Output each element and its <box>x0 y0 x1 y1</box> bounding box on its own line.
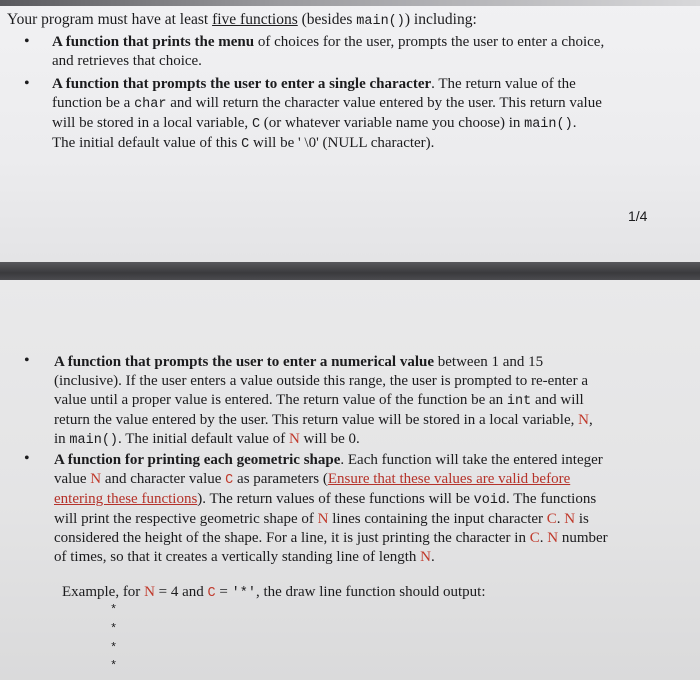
validity-note: Ensure that these values are valid before <box>327 471 571 487</box>
item-numeric-function: A function that prompts the user to enter a numerical value between 1 and 15 (inclusive). If the user enters a value outside this range, the user is prompted to re-enter a value until a proper value is entered. The return value of the function be an int and will return the value entered by the user. This return value will be stored in a local variable, N, in main(). The initial default value of N will be 0. <box>54 354 593 448</box>
output-star-1: * <box>110 603 118 617</box>
page-2 <box>0 280 700 680</box>
page-separator <box>0 262 700 280</box>
bullet-3: • <box>24 352 30 369</box>
code-main: main() <box>356 14 405 29</box>
example-line: Example, for N = 4 and C = '*', the draw line function should output: <box>62 584 486 601</box>
item-shape-function: A function for printing each geometric shape. Each function will take the entered integer value N and character value C as parameters (Ensure that these values are valid before entering these functions). The return values of these functions will be void. The functions will print the respective geometric shape of N lines containing the input character C. N is considered the height of the shape. For a line, it is just printing the character in C. N number of times, so that it creates a vertically standing line of length N. <box>54 452 608 565</box>
output-star-2: * <box>110 622 118 636</box>
page-number: 1/4 <box>628 208 648 224</box>
page-1 <box>0 0 700 262</box>
output-star-3: * <box>110 641 118 655</box>
underlined-five-functions: five functions <box>212 11 298 28</box>
bullet-2: • <box>24 75 30 92</box>
item-character-function: A function that prompts the user to enter a single character. The return value of the function be a char and will return the character value entered by the user. This return value will be stored in a local variable, C (or whatever variable name you choose) in main(). The initial default value of this C will be ' \0' (NULL character). <box>52 76 602 152</box>
item-menu-function: A function that prints the menu of choices for the user, prompts the user to enter a choice, and retrieves that choice. <box>52 34 605 69</box>
bullet-4: • <box>24 450 30 467</box>
output-star-4: * <box>110 659 118 673</box>
bullet-1: • <box>24 33 30 50</box>
intro-line: Your program must have at least five functions (besides main()) including: <box>7 11 477 29</box>
